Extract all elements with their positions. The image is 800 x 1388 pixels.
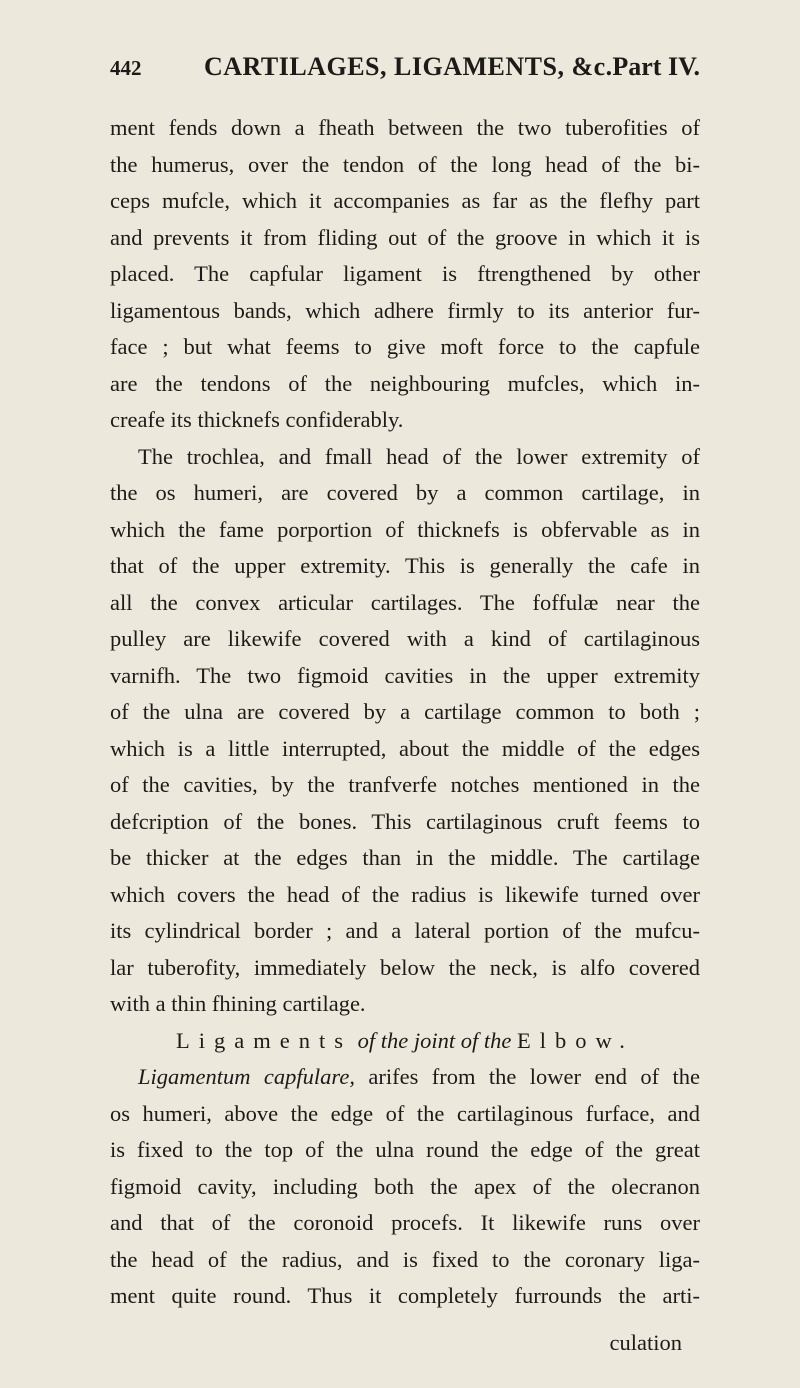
page-number: 442: [110, 56, 142, 80]
lead-rest: arifes from the lower end of the: [354, 1064, 701, 1089]
text-line: the humerus, over the tendon of the long head of the bi-: [110, 151, 700, 177]
paragraph-1: [110, 110, 700, 439]
text-line: the os humeri, are covered by a common cartilage, in: [110, 480, 700, 505]
text-line: which covers the head of the radius is likewife turned over: [110, 881, 700, 907]
running-title: CARTILAGES, LIGAMENTS, &c.: [204, 52, 613, 81]
text-line: that of the upper extremity. This is generally the cafe in: [110, 553, 700, 578]
paragraph-3: [110, 1059, 700, 1315]
text-line: creafe its thicknefs confiderably.: [110, 407, 404, 432]
text-line: pulley are likewife covered with a kind of cartilaginous: [110, 626, 700, 651]
text-line: of the ulna are covered by a cartilage common to both ;: [110, 699, 700, 724]
text-line: ment quite round. Thus it completely furrounds the arti-: [110, 1283, 700, 1308]
text-line: defcription of the bones. This cartilaginous cruft feems to: [110, 808, 700, 834]
text-line: figmoid cavity, including both the apex of the olecranon: [110, 1173, 700, 1199]
text-line: all the convex articular cartilages. The foffulæ near the: [110, 589, 700, 615]
running-header: [110, 50, 700, 90]
text-line: ment fends down a fheath between the two tuberofities of: [110, 115, 700, 140]
text-line: is fixed to the top of the ulna round the edge of the great: [110, 1137, 700, 1162]
text-line: and prevents it from fliding out of the groove in which it is: [110, 224, 700, 250]
text-line: ceps mufcle, which it accompanies as far as the flefhy part: [110, 188, 700, 213]
paragraph-2: [110, 439, 700, 1023]
text-line: which is a little interrupted, about the middle of the edges: [110, 735, 700, 761]
text-line: of the cavities, by the tranfverfe notches mentioned in the: [110, 772, 700, 797]
text-line: [110, 1059, 700, 1096]
body-text: [110, 110, 700, 1315]
text-line: its cylindrical border ; and a lateral portion of the mufcu-: [110, 918, 700, 943]
heading-elbow: Elbow.: [517, 1027, 634, 1053]
heading-italic: of the joint of the: [357, 1027, 512, 1053]
text-line: varnifh. The two figmoid cavities in the upper extremity: [110, 662, 700, 688]
text-line: ligamentous bands, which adhere firmly to its anterior fur-: [110, 297, 700, 323]
text-line: which the fame porportion of thicknefs is obfervable as in: [110, 516, 700, 542]
text-line: placed. The capfular ligament is ftrengthened by other: [110, 261, 700, 286]
text-line: are the tendons of the neighbouring mufcles, which in-: [110, 370, 700, 396]
text-line: with a thin fhining cartilage.: [110, 991, 366, 1016]
text-line: The trochlea, and fmall head of the lower extremity of: [138, 443, 700, 469]
ligamentum-term: Ligamentum capfulare,: [138, 1064, 355, 1089]
text-line: be thicker at the edges than in the middle. The cartilage: [110, 845, 700, 870]
heading-ligaments: Ligaments: [176, 1027, 353, 1053]
text-line: lar tuberofity, immediately below the neck, is alfo covered: [110, 954, 700, 980]
text-line: os humeri, above the edge of the cartilaginous furface, and: [110, 1100, 700, 1126]
catchword: culation: [609, 1330, 682, 1355]
text-line: the head of the radius, and is fixed to the coronary liga-: [110, 1246, 700, 1272]
text-line: and that of the coronoid procefs. It likewife runs over: [110, 1210, 700, 1235]
part-label: Part IV.: [612, 52, 700, 81]
text-line: face ; but what feems to give moft force to the capfule: [110, 334, 700, 359]
section-heading: [110, 1023, 700, 1060]
